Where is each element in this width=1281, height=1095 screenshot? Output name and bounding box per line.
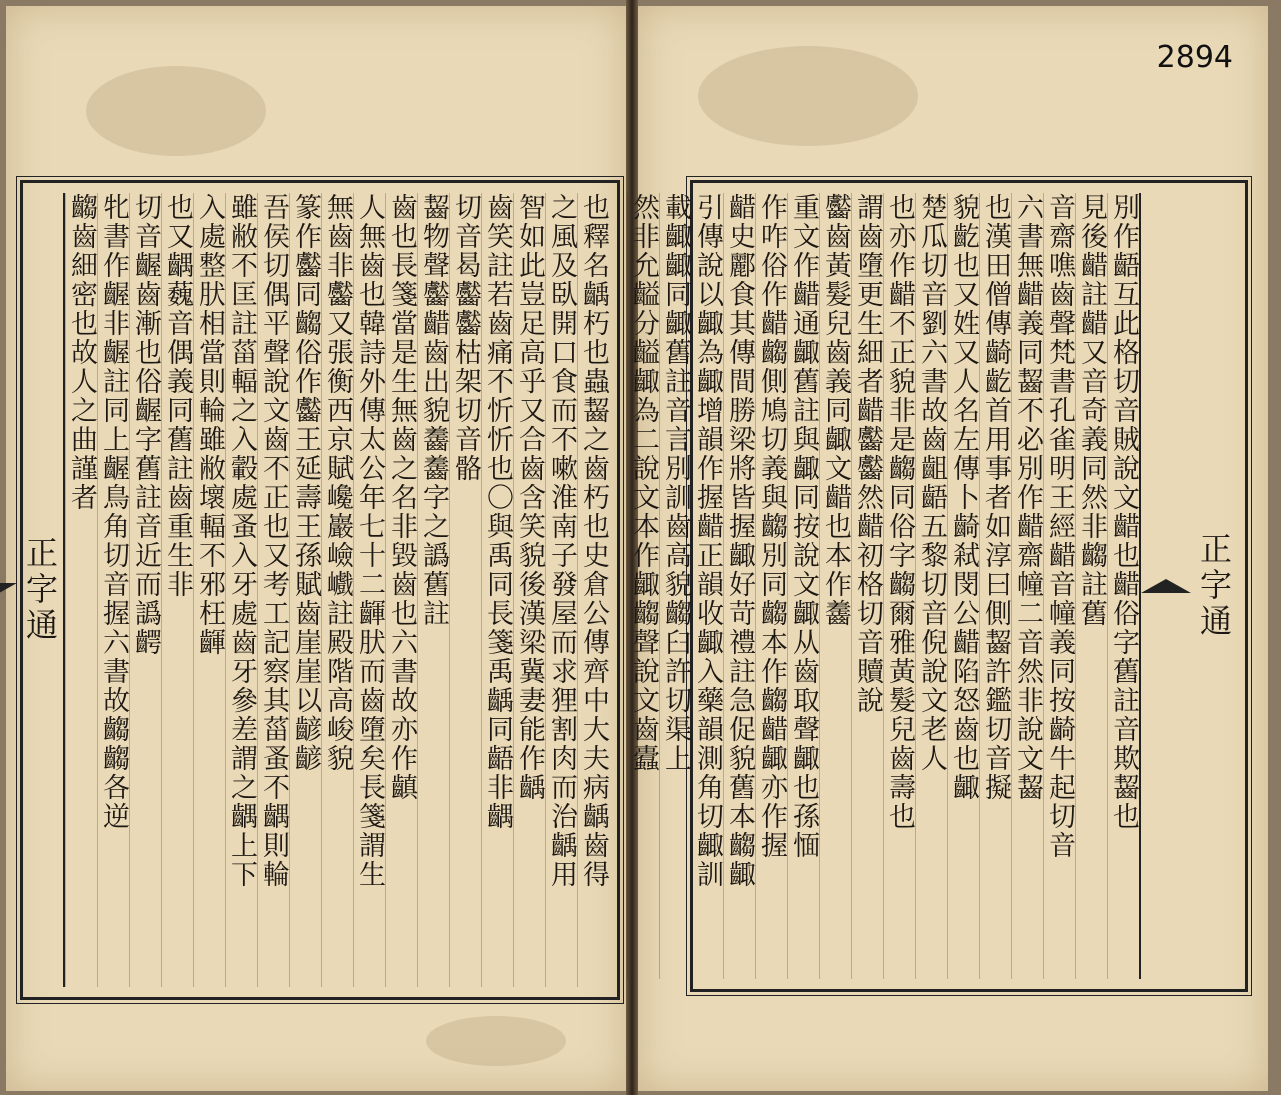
left-text-column: 牝書作齷非齷註同上齷鳥角切音握六書故齺齺各逆 (97, 193, 129, 987)
page-number: 2894 (1156, 40, 1233, 75)
right-text-column: 然非允齸分齸齱為二說文本作齱齺聲說文齒蠹 (627, 193, 659, 979)
right-text-columns (628, 193, 1237, 979)
left-text-column: 切音曷齾齾枯架切音骼 (449, 193, 481, 987)
left-text-columns (21, 193, 609, 987)
right-text-frame (628, 180, 1248, 992)
fish-tail-mark (0, 583, 17, 597)
right-text-column: 載齱齱同齱舊註音言別訓齒高貌齺臼許切渠上 (659, 193, 691, 979)
fish-tail-mark (1141, 579, 1191, 593)
right-text-column: 齰史酈食其傳間勝梁將皆握齱好苛禮註急促貌舊本齺齱 (723, 193, 755, 979)
left-text-column: 切音齷齒漸也俗齷字舊註音近而譌齶 (129, 193, 161, 987)
right-text-column: 六書無齰義同齧不必別作齰齋幢二音然非說文齧 (1011, 193, 1043, 979)
right-text-column: 別作齬互此格切音賊說文齰也齰俗字舊註音欺齧也 (1107, 193, 1139, 979)
left-text-column: 吾侯切偶平聲說文齒不正也又考工記察其菑蚤不齵則輪 (257, 193, 289, 987)
left-text-column: 也釋名齲朽也蟲齧之齒朽也史倉公傳齊中大夫病齲齒得 (577, 193, 609, 987)
left-text-column: 也又齵蘶音偶義同舊註齒重生非 (161, 193, 193, 987)
paper-stain (698, 46, 918, 146)
right-text-column: 謂齒墮更生細者齰齾齾然齰初格切音贖說 (851, 193, 883, 979)
right-text-column: 也亦作齰不正貌非是齺同俗字齺爾雅黃髮兒齒壽也 (883, 193, 915, 979)
left-text-column: 齒笑註若齒痛不忻忻也〇與禹同長箋禹齲同齬非齵 (481, 193, 513, 987)
left-text-column: 雖敝不匡註菑輻之入轂處蚤入牙處齒牙參差謂之齵上下 (225, 193, 257, 987)
left-text-column: 人無齒也韓詩外傳太公年七十二齳肰而齒墮矣長箋謂生 (353, 193, 385, 987)
left-text-column: 篆作齾同齺俗作齾王延壽王孫賦齒崖崖以齴齴 (289, 193, 321, 987)
left-text-column: 入處整肰相當則輪雖敝壞輻不邪枉齳 (193, 193, 225, 987)
right-text-column: 楚瓜切音劉六書故齒齟齬五黎切音倪說文老人 (915, 193, 947, 979)
right-margin-column (1139, 193, 1237, 979)
right-text-column: 貌齕也又姓又人名左傳卜齮弒閔公齰陷怒齒也齱 (947, 193, 979, 979)
paper-stain (86, 66, 266, 156)
left-text-frame (20, 180, 620, 1000)
left-text-column: 齺齒細密也故人之曲謹者 (65, 193, 97, 987)
left-text-column: 之風及臥開口食而不嗽淮南子發屋而求狸割肉而治齲用 (545, 193, 577, 987)
right-text-column: 也漢田僧傳齮齕首用事者如淳曰側齧許鑑切音擬 (979, 193, 1011, 979)
left-text-column: 智如此豈足高乎又合齒含笑貌後漢梁冀妻能作齲 (513, 193, 545, 987)
left-text-column: 無齒非齾又張衡西京賦巉巖嶮巇註殿階高峻貌 (321, 193, 353, 987)
right-text-column: 引傳說以齱為齱增韻作握齰正韻收齱入藥韻測角切齱訓 (691, 193, 723, 979)
left-text-column: 齧物聲齾齰齒出貌齹齹字之譌舊註 (417, 193, 449, 987)
right-text-column: 齾齒黃髮兒齒義同齱文齰也本作齹 (819, 193, 851, 979)
left-margin-column (0, 193, 65, 987)
book-title: 正字通 (21, 536, 59, 644)
right-text-column: 音齋噍齒聲梵書孔雀明王經齰音幢義同按齮牛起切音 (1043, 193, 1075, 979)
paper-stain (426, 1016, 566, 1066)
right-text-column: 作咋俗作齰齺側鳩切義與齺別同齺本作齺齰齱亦作握 (755, 193, 787, 979)
left-text-column: 齒也長箋當是生無齒之名非毀齒也六書故亦作齻 (385, 193, 417, 987)
right-text-column: 見後齰註齰又音奇義同然非齺註舊 (1075, 193, 1107, 979)
right-text-column: 重文作齰通齱舊註與齱同按說文齱从齒取聲齱也孫愐 (787, 193, 819, 979)
book-title: 正字通 (1195, 532, 1233, 640)
